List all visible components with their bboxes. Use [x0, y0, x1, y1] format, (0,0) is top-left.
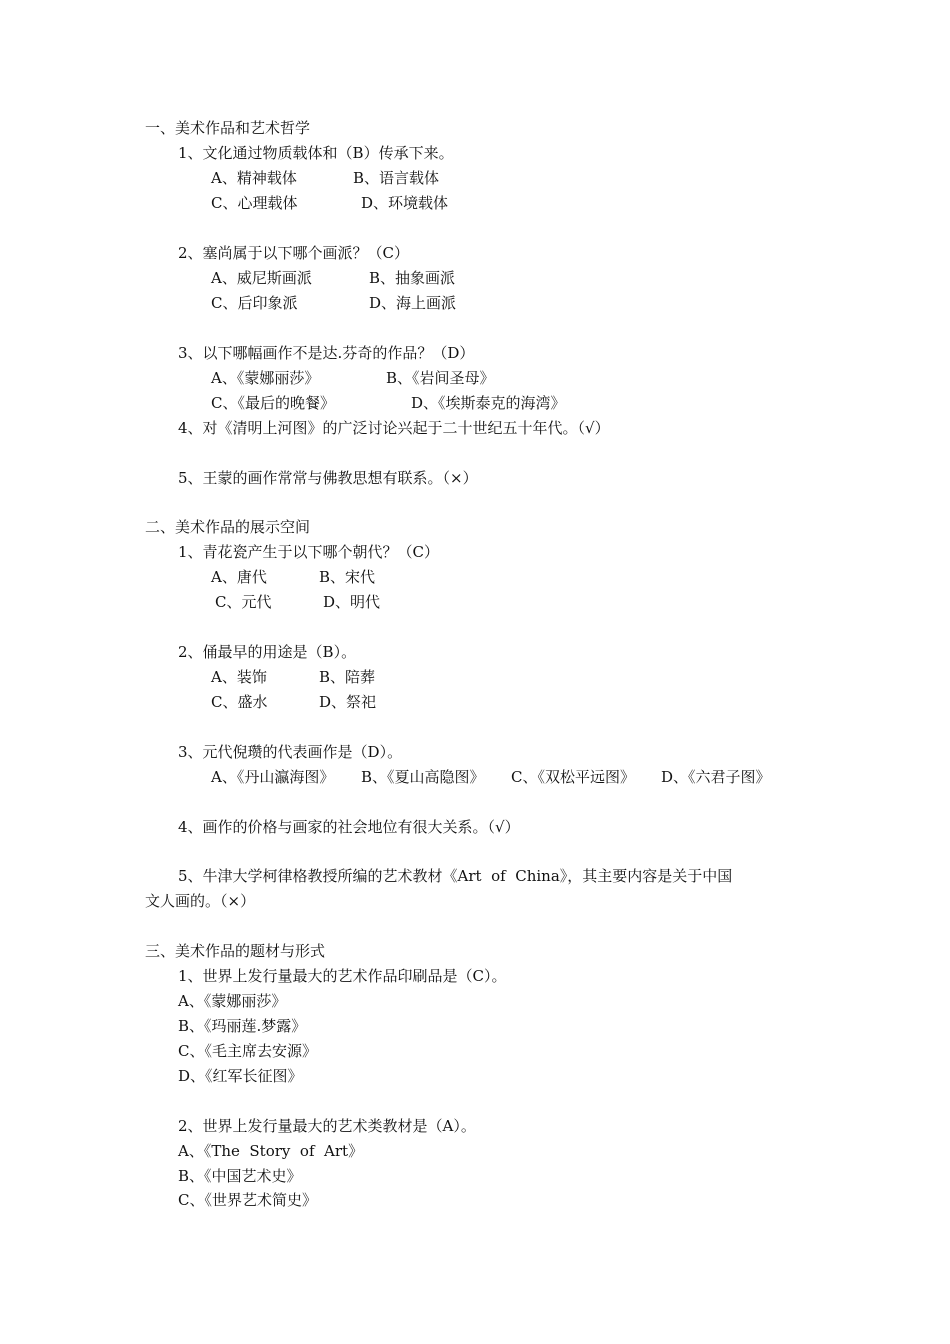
question-stem: 5、牛津大学柯律格教授所编的艺术教材《Art of China》，其主要内容是关于中国 — [178, 867, 733, 885]
option-a: A、唐代 — [211, 568, 267, 586]
question-stem: 1、世界上发行量最大的艺术作品印刷品是（C）。 — [178, 967, 507, 985]
option-b: B、《中国艺术史》 — [178, 1167, 302, 1185]
option-d: D、明代 — [323, 593, 381, 611]
option-d: D、《红军长征图》 — [178, 1067, 303, 1085]
option-c: C、心理载体 — [211, 194, 298, 212]
option-b: B、语言载体 — [353, 169, 440, 187]
option-b: B、《岩间圣母》 — [386, 369, 495, 387]
option-c: C、《世界艺术简史》 — [178, 1191, 317, 1209]
section-heading: 三、美术作品的题材与形式 — [145, 942, 326, 960]
section-heading: 二、美术作品的展示空间 — [145, 518, 311, 536]
question-stem: 2、塞尚属于以下哪个画派？（C） — [178, 244, 410, 262]
option-b: B、《夏山高隐图》 — [361, 768, 485, 786]
option-a: A、精神载体 — [211, 169, 297, 187]
option-a: A、《丹山瀛海图》 — [211, 768, 335, 786]
option-d: D、《埃斯泰克的海湾》 — [411, 394, 566, 412]
option-b: B、宋代 — [319, 568, 376, 586]
question-stem: 1、青花瓷产生于以下哪个朝代？（C） — [178, 543, 440, 561]
option-a: A、威尼斯画派 — [211, 269, 312, 287]
option-c: C、《双松平远图》 — [511, 768, 635, 786]
option-c: C、元代 — [215, 593, 272, 611]
question-stem: 4、画作的价格与画家的社会地位有很大关系。（√） — [178, 818, 520, 836]
option-d: D、环境载体 — [361, 194, 449, 212]
question-stem: 3、以下哪幅画作不是达.芬奇的作品？（D） — [178, 344, 475, 362]
option-c: C、《最后的晚餐》 — [211, 394, 335, 412]
question-stem: 2、世界上发行量最大的艺术类教材是（A）。 — [178, 1117, 476, 1135]
option-b: B、《玛丽莲.梦露》 — [178, 1017, 307, 1035]
option-d: D、海上画派 — [369, 294, 457, 312]
option-c: C、盛水 — [211, 693, 268, 711]
question-stem: 3、元代倪瓒的代表画作是（D）。 — [178, 743, 403, 761]
option-d: D、祭祀 — [319, 693, 377, 711]
option-d: D、《六君子图》 — [661, 768, 771, 786]
option-b: B、陪葬 — [319, 668, 376, 686]
question-stem: 4、对《清明上河图》的广泛讨论兴起于二十世纪五十年代。（√） — [178, 419, 610, 437]
option-a: A、装饰 — [211, 668, 267, 686]
section-heading: 一、美术作品和艺术哲学 — [145, 119, 311, 137]
option-a: A、《蒙娜丽莎》 — [178, 992, 287, 1010]
option-a: A、《The Story of Art》 — [178, 1142, 364, 1160]
question-stem: 2、俑最早的用途是（B）。 — [178, 643, 357, 661]
question-stem-continued: 文人画的。（×） — [145, 892, 256, 910]
question-stem: 5、王蒙的画作常常与佛教思想有联系。（×） — [178, 469, 478, 487]
option-b: B、抽象画派 — [369, 269, 456, 287]
option-a: A、《蒙娜丽莎》 — [211, 369, 320, 387]
question-stem: 1、文化通过物质载体和（B）传承下来。 — [178, 144, 454, 162]
option-c: C、《毛主席去安源》 — [178, 1042, 317, 1060]
option-c: C、后印象派 — [211, 294, 298, 312]
